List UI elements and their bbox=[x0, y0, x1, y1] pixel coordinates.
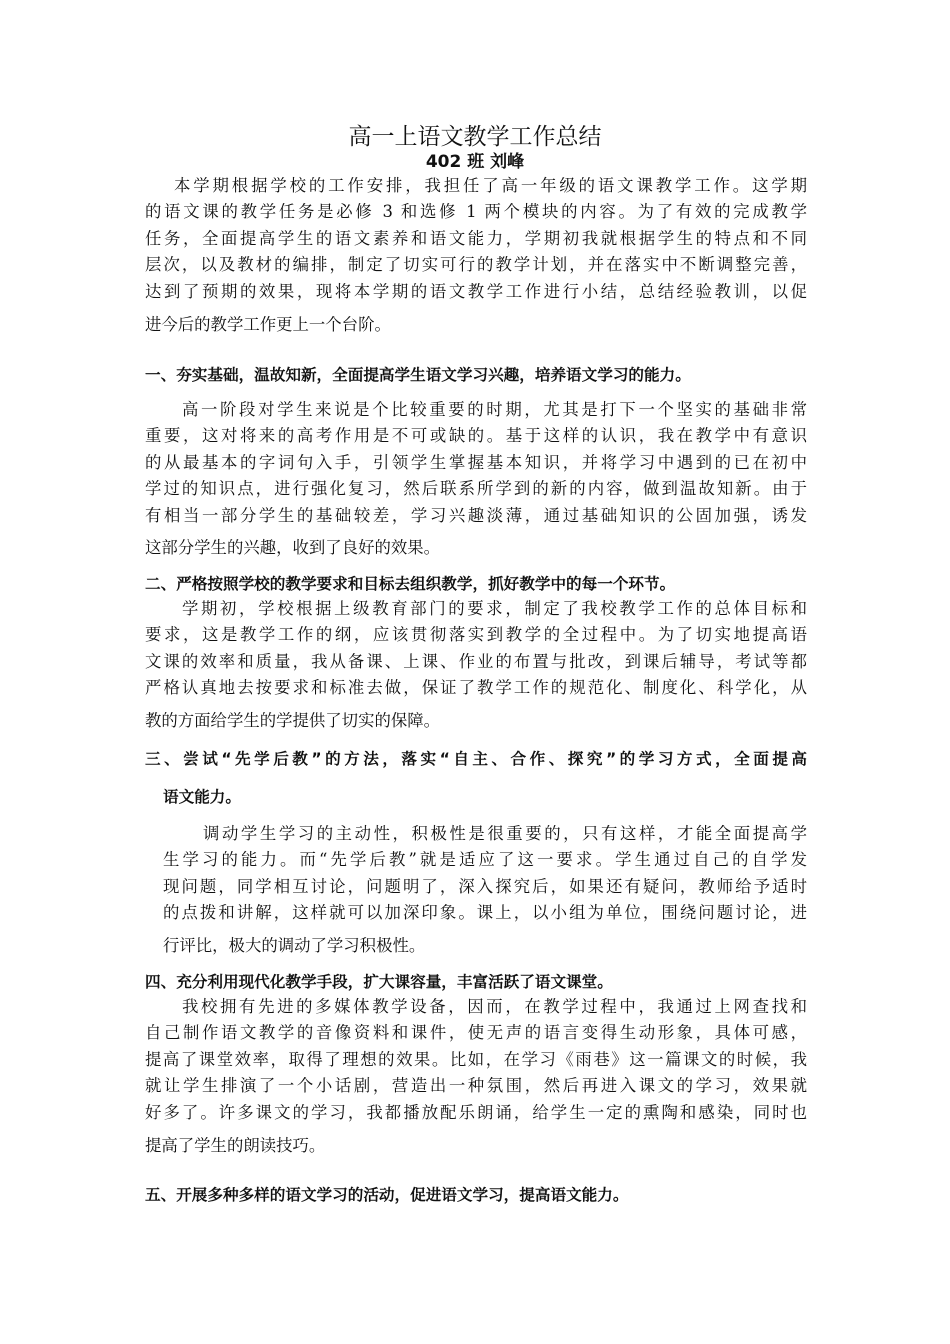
section5-heading: 五、开展多种多样的语文学习的活动，促进语文学习，提高语文能力。 bbox=[145, 1186, 629, 1204]
paragraph-line: 这部分学生的兴趣，收到了良好的效果。 bbox=[145, 538, 441, 557]
paragraph-line: 调动学生学习的主动性，积极性是很重要的，只有这样，才能全面提高学 bbox=[203, 824, 807, 843]
section4-last-line bbox=[145, 1133, 807, 1159]
paragraph-line: 行评比，极大的调动了学习积极性。 bbox=[163, 936, 426, 955]
section2-heading: 二、严格按照学校的教学要求和目标去组织教学，抓好教学中的每一个环节。 bbox=[145, 575, 676, 593]
section3-last-line bbox=[163, 933, 807, 959]
section1-last-line bbox=[145, 535, 807, 561]
paragraph-line: 本学期根据学校的工作安排，我担任了高一年级的语文课教学工作。这学期 bbox=[174, 176, 807, 195]
paragraph-line: 要求，这是教学工作的纲，应该贯彻落实到教学的全过程中。为了切实地提高语 bbox=[145, 625, 807, 645]
paragraph-line: 生学习的能力。而“先学后教”就是适应了这一要求。学生通过自己的自学发 bbox=[163, 850, 807, 870]
section3-heading bbox=[145, 747, 807, 771]
section2-paragraph bbox=[145, 596, 807, 702]
paragraph-line: 学过的知识点，进行强化复习，然后联系所学到的新的内容，做到温故知新。由于 bbox=[145, 479, 807, 499]
intro-last-line bbox=[145, 312, 807, 338]
paragraph-line: 文课的效率和质量，我从备课、上课、作业的布置与批改，到课后辅导，考试等都 bbox=[145, 651, 807, 671]
paragraph-line: 有相当一部分学生的基础较差，学习兴趣淡薄，通过基础知识的公固加强，诱发 bbox=[145, 505, 807, 525]
paragraph-line: 的点拨和讲解，这样就可以加深印象。课上，以小组为单位，围绕问题讨论，进 bbox=[163, 903, 807, 923]
paragraph-line: 的语文课的教学任务是必修 3 和选修 1 两个模块的内容。为了有效的完成教学 bbox=[145, 202, 807, 222]
document-title: 高一上语文教学工作总结 bbox=[348, 124, 602, 150]
paragraph-line: 提高了课堂效率，取得了理想的效果。比如，在学习《雨巷》这一篇课文的时候，我 bbox=[145, 1049, 807, 1069]
paragraph-line: 达到了预期的效果，现将本学期的语文教学工作进行小结，总结经验教训，以促 bbox=[145, 281, 807, 301]
paragraph-line: 提高了学生的朗读技巧。 bbox=[145, 1136, 326, 1155]
paragraph-line: 高一阶段对学生来说是个比较重要的时期，尤其是打下一个坚实的基础非常 bbox=[182, 400, 807, 419]
section3-paragraph bbox=[163, 821, 807, 927]
paragraph-line: 好多了。许多课文的学习，我都播放配乐朗诵，给学生一定的熏陶和感染，同时也 bbox=[145, 1102, 807, 1122]
document-author: 402 班 刘峰 bbox=[425, 152, 525, 172]
paragraph-line: 学期初，学校根据上级教育部门的要求，制定了我校教学工作的总体目标和 bbox=[182, 599, 807, 618]
paragraph-line: 现问题，同学相互讨论，问题明了，深入探究后，如果还有疑问，教师给予适时 bbox=[163, 876, 807, 896]
paragraph-line: 进今后的教学工作更上一个台阶。 bbox=[145, 315, 391, 334]
paragraph-line: 严格认真地去按要求和标准去做，保证了教学工作的规范化、制度化、科学化，从 bbox=[145, 678, 807, 698]
section4-paragraph bbox=[145, 994, 807, 1126]
paragraph-line: 自己制作语文教学的音像资料和课件，使无声的语言变得生动形象，具体可感， bbox=[145, 1023, 807, 1043]
intro-paragraph bbox=[145, 173, 807, 305]
paragraph-line: 的从最基本的字词句入手，引领学生掌握基本知识，并将学习中遇到的已在初中 bbox=[145, 452, 807, 472]
paragraph-line: 就让学生排演了一个小话剧，营造出一种氛围，然后再进入课文的学习，效果就 bbox=[145, 1076, 807, 1096]
paragraph-line: 任务，全面提高学生的语文素养和语文能力，学期初我就根据学生的特点和不同 bbox=[145, 228, 807, 248]
section3-heading-cont bbox=[163, 785, 763, 809]
paragraph-line: 教的方面给学生的学提供了切实的保障。 bbox=[145, 711, 441, 730]
section1-heading: 一、夯实基础，温故知新，全面提高学生语文学习兴趣，培养语文学习的能力。 bbox=[145, 366, 691, 384]
heading-line: 三、尝试“先学后教”的方法，落实“自主、合作、探究”的学习方式，全面提高 bbox=[145, 750, 807, 768]
section1-paragraph bbox=[145, 397, 807, 529]
heading-line: 语文能力。 bbox=[163, 788, 241, 806]
paragraph-line: 我校拥有先进的多媒体教学设备，因而，在教学过程中，我通过上网查找和 bbox=[182, 997, 807, 1016]
section4-heading: 四、充分利用现代化教学手段，扩大课容量，丰富活跃了语文课堂。 bbox=[145, 973, 613, 991]
paragraph-line: 层次，以及教材的编排，制定了切实可行的教学计划，并在落实中不断调整完善， bbox=[145, 255, 807, 275]
paragraph-line: 重要，这对将来的高考作用是不可或缺的。基于这样的认识，我在教学中有意识 bbox=[145, 426, 807, 446]
section2-last-line bbox=[145, 708, 807, 734]
